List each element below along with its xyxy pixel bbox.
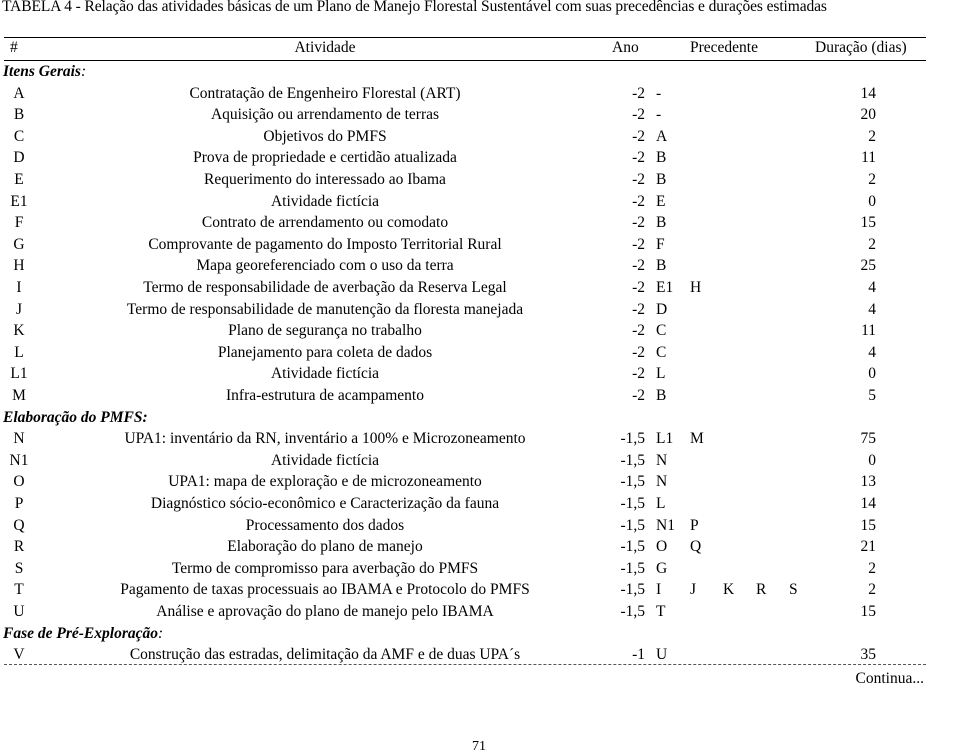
activity-year: -1,5	[620, 430, 645, 448]
activity-id: E1	[10, 192, 28, 210]
activity-duration: 4	[868, 279, 876, 296]
activity-duration: 2	[868, 171, 876, 188]
activity-precedent: B	[656, 171, 667, 188]
activity-year: -2	[632, 84, 645, 102]
activity-precedent: C	[656, 343, 667, 361]
table-row	[0, 214, 960, 236]
activity-precedent: R	[756, 581, 767, 599]
activity-name: Termo de compromisso para averbação do PMFS	[171, 559, 479, 577]
activity-duration: 20	[860, 106, 876, 124]
activity-duration: 35	[860, 646, 876, 664]
activity-year: -1	[632, 646, 645, 664]
activity-duration: 11	[861, 149, 876, 167]
activity-year: -2	[632, 365, 645, 383]
activity-id: L	[14, 343, 24, 361]
activity-year: -2	[632, 192, 645, 210]
activity-name: Prova de propriedade e certidão atualizada	[193, 149, 457, 167]
activity-duration: 15	[860, 516, 876, 534]
activity-name: UPA1: mapa de exploração e de microzoneamento	[168, 473, 482, 491]
activity-year: -1,5	[620, 559, 645, 577]
activity-precedent: B	[656, 214, 667, 232]
table-row	[0, 85, 960, 107]
activity-duration: 0	[868, 192, 876, 210]
activity-id: H	[13, 257, 25, 275]
table-row	[0, 171, 960, 193]
activity-id: A	[13, 84, 25, 102]
activity-precedent: O	[656, 538, 668, 556]
activity-year: -2	[632, 300, 645, 318]
activity-duration: 75	[860, 430, 876, 448]
activity-name: Mapa georeferenciado com o uso da terra	[196, 257, 454, 275]
activity-precedent: A	[656, 127, 668, 145]
activity-name: Atividade fictícia	[270, 192, 380, 210]
activity-duration: 13	[860, 473, 876, 491]
activity-duration: 0	[868, 451, 876, 469]
activity-year: -1,5	[620, 451, 645, 469]
activity-name: Contrato de arrendamento ou comodato	[201, 214, 449, 232]
table-row	[0, 473, 960, 495]
activity-name: UPA1: inventário da RN, inventário a 100% e Microzoneamento	[124, 430, 526, 448]
activity-precedent: Q	[690, 538, 702, 556]
activity-precedent: L	[656, 365, 666, 383]
activity-year: -1,5	[620, 516, 645, 534]
header-activity: Atividade	[294, 39, 356, 56]
activity-duration: 11	[861, 322, 876, 340]
activity-id: V	[13, 646, 25, 664]
activity-precedent: B	[656, 387, 667, 404]
section-heading	[3, 63, 86, 81]
table-row	[0, 603, 960, 625]
activity-name: Planejamento para coleta de dados	[217, 343, 433, 361]
activity-year: -2	[632, 106, 645, 124]
activity-duration: 4	[868, 343, 876, 361]
section-heading	[3, 625, 163, 643]
table-row	[0, 257, 960, 279]
section-suffix: :	[80, 63, 87, 80]
table-row	[0, 430, 960, 452]
activity-year: -1,5	[620, 603, 645, 620]
header-precedent: Precedente	[690, 39, 758, 56]
activity-id: C	[13, 127, 25, 145]
activity-precedent: K	[723, 581, 735, 599]
table-row	[0, 495, 960, 517]
activity-id: Q	[13, 516, 25, 534]
activity-year: -2	[632, 214, 645, 232]
activity-duration: 4	[868, 300, 876, 318]
section-label: Elaboração do PMFS:	[3, 408, 148, 426]
activity-precedent: L	[656, 495, 666, 512]
activity-year: -2	[632, 387, 645, 404]
activity-duration: 14	[860, 495, 876, 512]
activity-year: -1,5	[620, 495, 645, 512]
activity-id: B	[13, 106, 25, 124]
activity-name: Atividade fictícia	[270, 451, 380, 469]
activity-name: Construção das estradas, delimitação da AMF e de duas UPA´s	[129, 646, 521, 664]
activity-precedent: E	[656, 192, 666, 210]
activity-duration: 21	[860, 538, 876, 556]
section-suffix: :	[157, 624, 164, 642]
table-row	[0, 452, 960, 474]
header-year: Ano	[612, 39, 639, 56]
activity-duration: 2	[868, 235, 876, 253]
activity-precedent: G	[656, 559, 668, 577]
activity-duration: 0	[868, 365, 876, 383]
activity-name: Objetivos do PMFS	[263, 127, 387, 145]
activity-id: F	[14, 214, 24, 232]
activity-precedent: -	[656, 106, 662, 124]
activity-id: K	[13, 322, 25, 340]
activity-year: -2	[632, 171, 645, 188]
table-row	[0, 193, 960, 215]
activity-id: N1	[9, 451, 29, 469]
activity-name: Diagnóstico sócio-econômico e Caracterização da fauna	[150, 495, 500, 512]
activity-precedent: B	[656, 257, 667, 275]
activity-duration: 2	[868, 581, 876, 599]
activity-name: Aquisição ou arrendamento de terras	[210, 106, 440, 124]
table-row	[0, 149, 960, 171]
table-row	[0, 365, 960, 387]
table-row	[0, 344, 960, 366]
activity-name: Análise e aprovação do plano de manejo pelo IBAMA	[156, 603, 494, 620]
activity-id: G	[13, 235, 25, 253]
activity-precedent: N	[656, 451, 668, 469]
activity-year: -2	[632, 149, 645, 167]
activity-year: -2	[632, 257, 645, 275]
activity-duration: 2	[868, 559, 876, 577]
activity-duration: 15	[860, 214, 876, 232]
activity-id: E	[14, 171, 24, 188]
section-label: Itens Gerais	[3, 63, 81, 80]
activity-precedent: H	[690, 279, 702, 296]
header-id: #	[10, 39, 18, 56]
activity-name: Processamento dos dados	[245, 516, 405, 534]
activity-name: Termo de responsabilidade de averbação da Reserva Legal	[143, 279, 507, 296]
section-heading	[3, 409, 148, 427]
activity-year: -2	[632, 235, 645, 253]
header-duration: Duração (dias)	[815, 39, 907, 56]
activity-precedent: U	[656, 646, 668, 664]
activity-id: I	[16, 279, 22, 296]
continua-note: Continua...	[855, 670, 924, 687]
activity-precedent: -	[656, 84, 662, 102]
activity-precedent: F	[656, 235, 665, 253]
activity-precedent: D	[656, 300, 668, 318]
activity-year: -1,5	[620, 581, 645, 599]
activity-name: Elaboração do plano de manejo	[227, 538, 423, 556]
activity-id: L1	[10, 365, 28, 383]
table-end-rule	[4, 664, 926, 665]
table-row	[0, 128, 960, 150]
activity-name: Pagamento de taxas processuais ao IBAMA e Protocolo do PMFS	[120, 581, 530, 599]
activity-year: -2	[632, 322, 645, 340]
activity-precedent: J	[690, 581, 697, 599]
activity-precedent: S	[789, 581, 798, 599]
activity-id: M	[12, 387, 26, 404]
activity-id: P	[14, 495, 24, 512]
header-top-rule	[4, 37, 926, 38]
table-row	[0, 236, 960, 258]
activity-precedent: I	[656, 581, 662, 599]
activity-duration: 15	[860, 603, 876, 620]
activity-name: Contratação de Engenheiro Florestal (ART)	[189, 84, 461, 102]
activity-name: Comprovante de pagamento do Imposto Territorial Rural	[148, 235, 502, 253]
table-title: TABELA 4 - Relação das atividades básicas de um Plano de Manejo Florestal Sustentável com suas precedências e durações estimadas	[2, 0, 827, 15]
table-row	[0, 387, 960, 409]
activity-precedent: E1	[656, 279, 674, 296]
table-row	[0, 581, 960, 603]
activity-precedent: L1	[656, 430, 674, 448]
activity-name: Infra-estrutura de acampamento	[226, 387, 424, 404]
activity-id: D	[13, 149, 25, 167]
table-row	[0, 538, 960, 560]
activity-id: N	[13, 430, 25, 448]
activity-duration: 14	[860, 84, 876, 102]
activity-precedent: C	[656, 322, 667, 340]
activity-name: Atividade fictícia	[270, 365, 380, 383]
table-row	[0, 106, 960, 128]
activity-duration: 25	[860, 257, 876, 275]
activity-duration: 2	[868, 127, 876, 145]
activity-year: -2	[632, 279, 645, 296]
activity-year: -1,5	[620, 538, 645, 556]
activity-id: T	[14, 581, 24, 599]
table-row	[0, 301, 960, 323]
activity-id: U	[13, 603, 25, 620]
table-row	[0, 517, 960, 539]
activity-id: R	[13, 538, 25, 556]
activity-duration: 5	[868, 387, 876, 404]
activity-name: Termo de responsabilidade de manutenção da floresta manejada	[126, 300, 524, 318]
activity-precedent: N1	[656, 516, 675, 534]
activity-id: O	[13, 473, 25, 491]
table-row	[0, 322, 960, 344]
section-label: Fase de Pré-Exploração	[3, 624, 158, 642]
activity-precedent: M	[690, 430, 704, 448]
table-row	[0, 560, 960, 582]
activity-precedent: N	[656, 473, 668, 491]
activity-year: -2	[632, 127, 645, 145]
activity-precedent: P	[690, 516, 699, 534]
activity-name: Requerimento do interessado ao Ibama	[204, 171, 446, 188]
activity-id: J	[15, 300, 23, 318]
table-row	[0, 279, 960, 301]
activity-year: -1,5	[620, 473, 645, 491]
page-number: 71	[472, 739, 486, 754]
header-bottom-rule	[4, 60, 926, 61]
activity-precedent: B	[656, 149, 667, 167]
activity-id: S	[14, 559, 24, 577]
activity-name: Plano de segurança no trabalho	[228, 322, 422, 340]
activity-precedent: T	[656, 603, 666, 620]
activity-year: -2	[632, 343, 645, 361]
